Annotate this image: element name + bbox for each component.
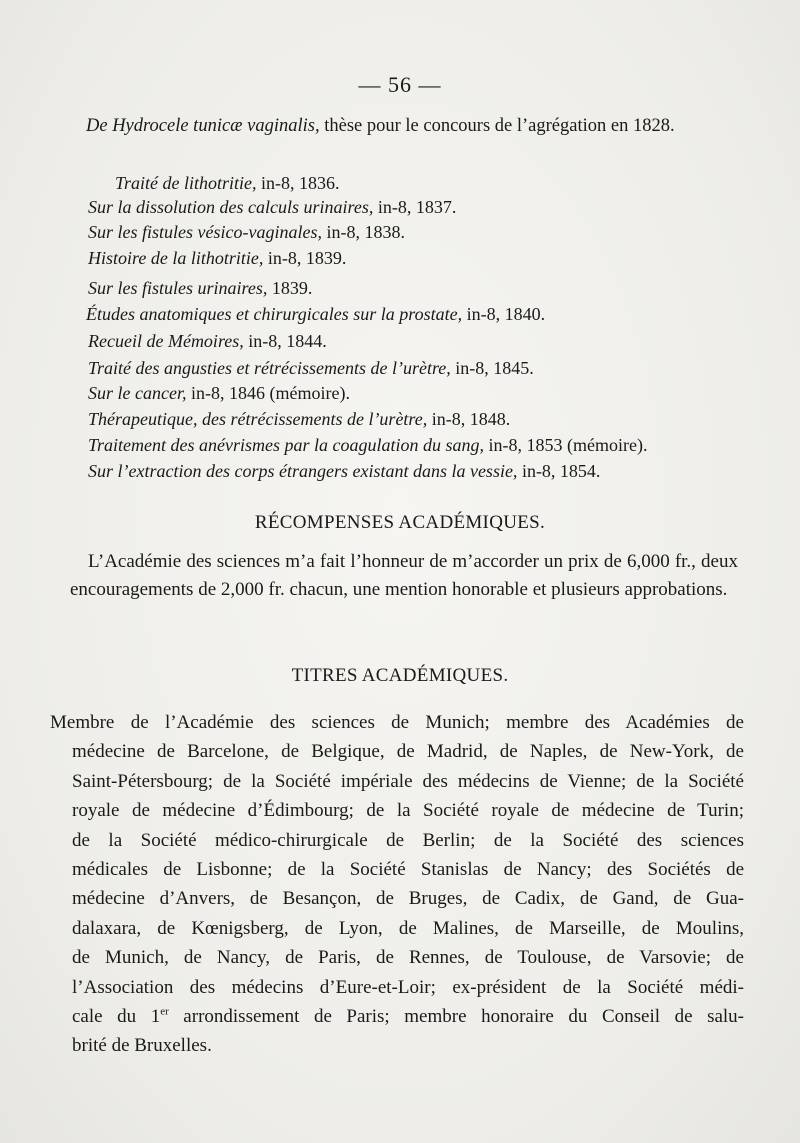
- ordinal-superscript: er: [160, 1005, 169, 1018]
- bibliography-entry: [88, 432, 647, 458]
- entry-details: in-8, 1844.: [243, 331, 327, 351]
- entry-title: Traitement des anévrismes par la coagulation du sang,: [88, 435, 484, 455]
- entry-details: 1839.: [267, 278, 313, 298]
- entry-details: in-8, 1837.: [373, 197, 457, 217]
- titres-line: médecine de Barcelone, de Belgique, de Madrid, de Naples, de New-York, de: [72, 741, 744, 763]
- bibliography-entry: [88, 194, 456, 220]
- titres-line: médecine d’Anvers, de Besançon, de Bruges, de Cadix, de Gand, de Gua-: [72, 888, 744, 910]
- titres-paragraph: [50, 708, 745, 1061]
- titres-line: brité de Bruxelles.: [72, 1035, 212, 1057]
- entry-title: Recueil de Mémoires,: [88, 331, 244, 351]
- bibliography-entry: [88, 458, 600, 484]
- bibliography-entry-first: [86, 112, 736, 141]
- entry-details: thèse pour le concours de l’agrégation en 1828.: [319, 116, 675, 136]
- entry-title: Sur la dissolution des calculs urinaires,: [88, 197, 374, 217]
- entry-title: Traité des angusties et rétrécissements de l’urètre,: [88, 358, 451, 378]
- bibliography-entry: [88, 275, 312, 301]
- titres-line: de Munich, de Nancy, de Paris, de Rennes, de Toulouse, de Varsovie; de: [72, 947, 744, 969]
- recompenses-paragraph: L’Académie des sciences m’a fait l’honneur de m’accorder un prix de 6,000 fr., deux encouragements de 2,000 fr. chacun, une mention honorable et plusieurs approbations.: [70, 551, 738, 600]
- titres-line: l’Association des médecins d’Eure-et-Loir; ex-président de la Société médi-: [72, 976, 744, 998]
- entry-title: Études anatomiques et chirurgicales sur la prostate,: [86, 304, 463, 324]
- entry-details: in-8, 1854.: [517, 461, 601, 481]
- titres-line: dalaxara, de Kœnigsberg, de Lyon, de Malines, de Marseille, de Moulins,: [72, 917, 744, 939]
- entry-details: in-8, 1839.: [263, 248, 347, 268]
- entry-title: Sur le cancer,: [88, 383, 187, 403]
- entry-title: Sur l’extraction des corps étrangers existant dans la vessie,: [88, 461, 518, 481]
- bibliography-entry: [88, 355, 534, 381]
- recompenses-heading: RÉCOMPENSES ACADÉMIQUES.: [254, 512, 546, 533]
- titres-line: Saint-Pétersbourg; de la Société impériale des médecins de Vienne; de la Société: [72, 770, 744, 792]
- entry-details: in-8, 1838.: [321, 222, 405, 242]
- titres-line: Membre de l’Académie des sciences de Munich; membre des Académies de: [50, 712, 744, 733]
- entry-title: Thérapeutique, des rétrécissements de l’urètre,: [88, 409, 428, 429]
- entry-title: Sur les fistules vésico-vaginales,: [88, 222, 322, 242]
- entry-details: in-8, 1853 (mémoire).: [483, 435, 648, 455]
- entry-title: De Hydrocele tunicæ vaginalis,: [86, 116, 320, 136]
- titres-line: [72, 1002, 745, 1031]
- entry-details: in-8, 1836.: [256, 173, 340, 193]
- bibliography-entry: [88, 380, 350, 406]
- entry-details: in-8, 1845.: [450, 358, 534, 378]
- titres-line: royale de médecine d’Édimbourg; de la Société royale de médecine de Turin;: [72, 800, 744, 822]
- titres-line: de la Société médico-chirurgicale de Berlin; de la Société des sciences: [72, 829, 744, 851]
- entry-title: Histoire de la lithotritie,: [88, 248, 264, 268]
- bibliography-entry: [88, 406, 510, 432]
- bibliography-entry: [88, 245, 346, 271]
- entry-title: Sur les fistules urinaires,: [88, 278, 268, 298]
- entry-details: in-8, 1848.: [427, 409, 511, 429]
- titres-line-part: arrondissement de Paris; membre honoraire du Conseil de salu-: [168, 1006, 745, 1028]
- titres-heading: TITRES ACADÉMIQUES.: [291, 665, 509, 686]
- entry-details: in-8, 1846 (mémoire).: [186, 383, 350, 403]
- bibliography-entry: [88, 328, 327, 354]
- bibliography-entry: [88, 219, 405, 245]
- entry-details: in-8, 1840.: [462, 304, 546, 324]
- bibliography-entry: [86, 301, 545, 327]
- titres-line: médicales de Lisbonne; de la Société Stanislas de Nancy; des Sociétés de: [72, 859, 744, 881]
- page-number: — 56 —: [358, 72, 442, 97]
- entry-title: Traité de lithotritie,: [115, 173, 257, 193]
- bibliography-entry: [115, 170, 340, 196]
- titres-line-part: cale du 1: [72, 1006, 161, 1028]
